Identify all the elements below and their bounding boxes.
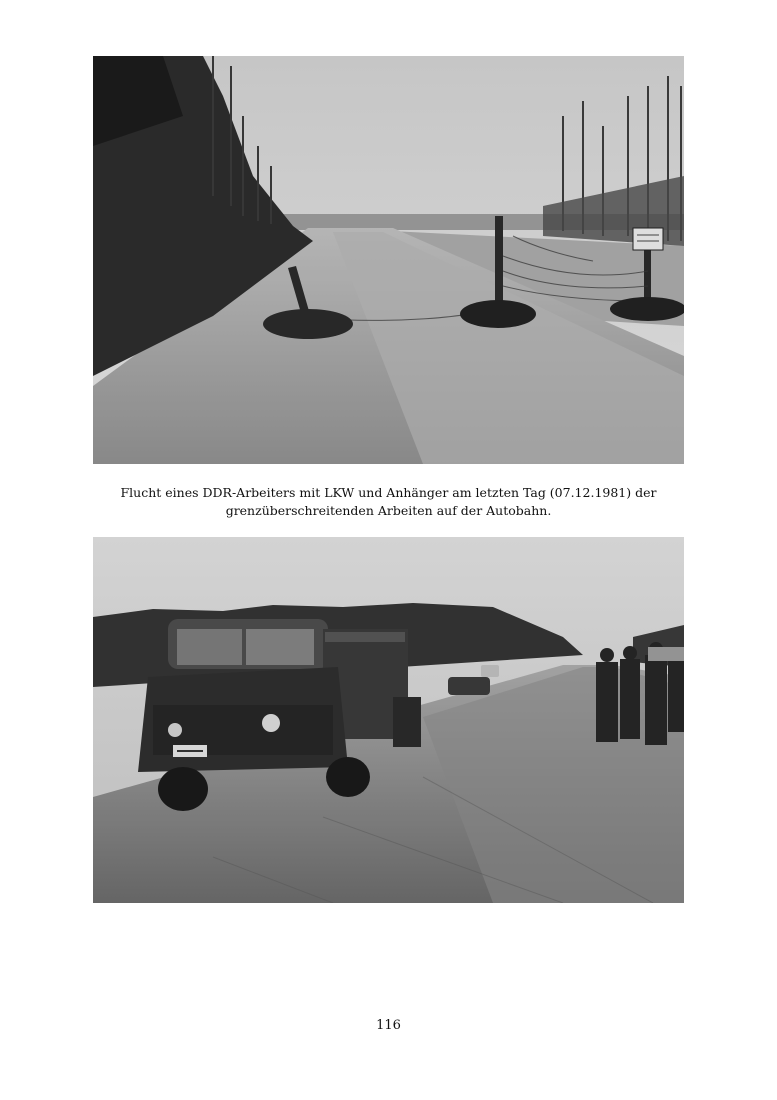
page-number: 116	[376, 1018, 401, 1033]
caption-line-1: Flucht eines DDR-Arbeiters mit LKW und Anhänger am letzten Tag (07.12.1981) der	[120, 485, 657, 500]
photo-caption	[93, 484, 684, 520]
photo-autobahn-fence-image	[93, 56, 684, 464]
photo-autobahn-fence	[93, 56, 684, 464]
photo-truck-autobahn-image	[93, 537, 684, 903]
caption-line-2: grenzüberschreitenden Arbeiten auf der Autobahn.	[225, 503, 552, 518]
photo-truck-autobahn	[93, 537, 684, 903]
